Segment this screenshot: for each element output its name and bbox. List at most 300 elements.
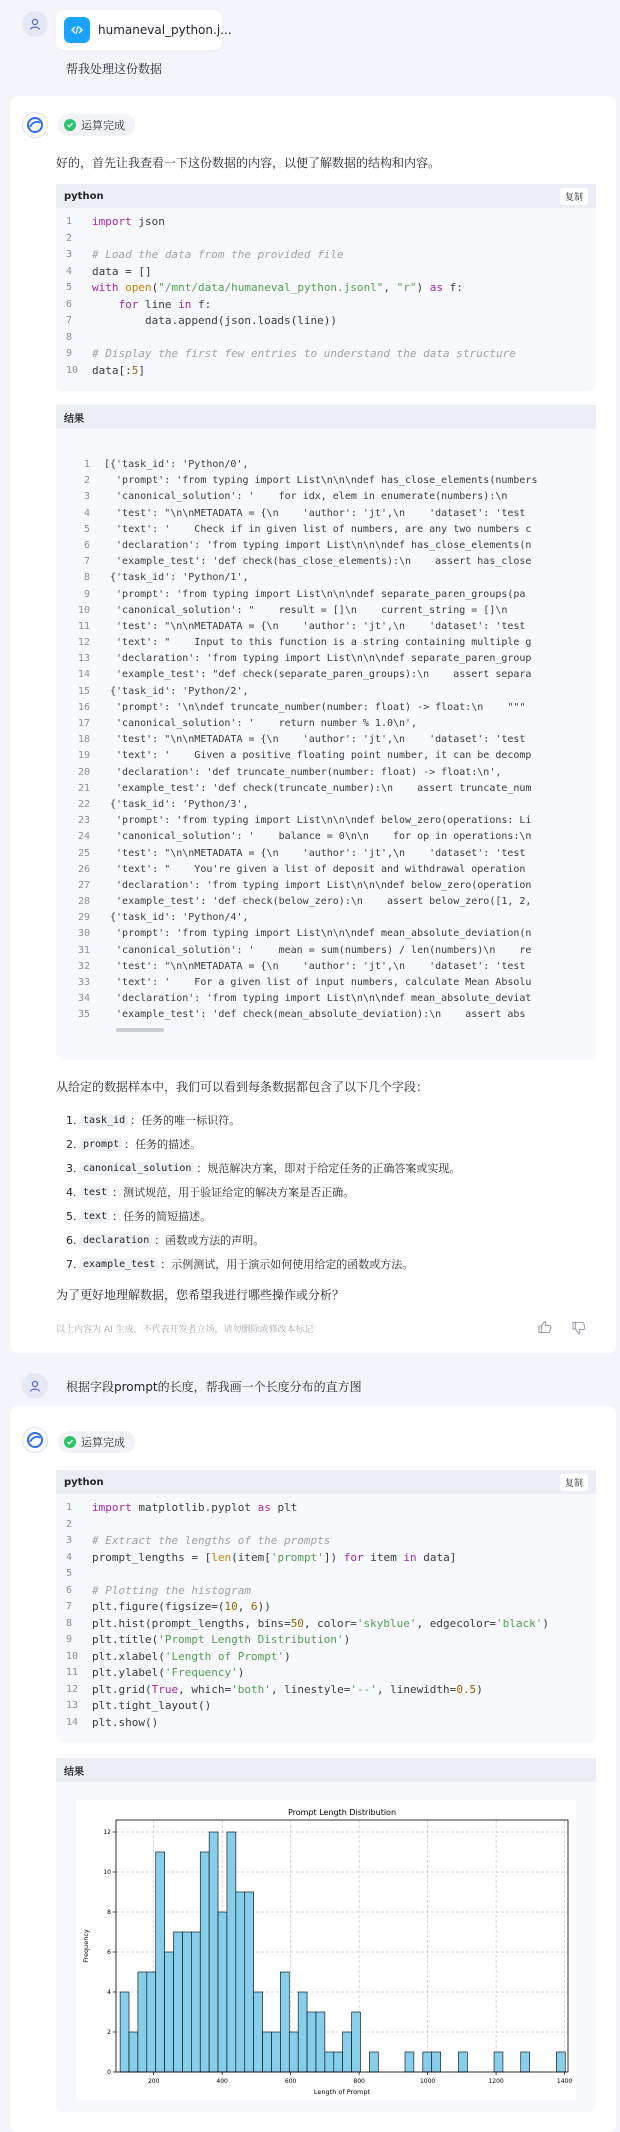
code-token: (item[ [231, 1550, 271, 1564]
line-number: 28 [77, 896, 90, 908]
x-axis-label: Length of Prompt [313, 2088, 371, 2096]
output-text: {'task_id': 'Python/2', [104, 685, 249, 697]
y-tick-label: 2 [107, 2029, 111, 2036]
histogram-bar [334, 2052, 343, 2072]
histogram-bar [156, 1852, 165, 2072]
code-line [56, 1665, 596, 1682]
output-text: 'declaration': 'def truncate_number(number: float) -> float:\n', [104, 766, 502, 778]
code-token: 'prompt' [270, 1550, 324, 1564]
code-token: in [403, 1550, 417, 1564]
list-number: 3. [66, 1161, 77, 1175]
horizontal-scrollbar[interactable] [116, 1028, 164, 1032]
code-line [56, 1599, 596, 1616]
line-number: 10 [77, 604, 90, 616]
result-header: 结果 [56, 405, 596, 429]
user-avatar [22, 11, 48, 37]
output-text: 'text': ' Check if in given list of numbers, are any two numbers c [104, 523, 532, 535]
output-text: 'declaration': 'from typing import List\n\n\ndef has_close_elements(n [104, 539, 532, 551]
code-token: open [125, 281, 152, 294]
y-tick-label: 8 [107, 1909, 111, 1916]
code-token: import [92, 1501, 132, 1514]
line-number: 7 [66, 1601, 73, 1612]
code-token: ]) [323, 1550, 344, 1564]
output-line [56, 1007, 596, 1023]
output-text: {'task_id': 'Python/4', [104, 912, 249, 924]
y-axis-label: Frequency [82, 1929, 90, 1963]
code-token: as [257, 1501, 271, 1514]
code-block [56, 1470, 596, 1742]
histogram-bar [200, 1852, 209, 2072]
code-token: 'Prompt Length Distribution' [158, 1633, 344, 1646]
output-text: 'declaration': 'from typing import List\n\n\ndef below_zero(operation [104, 879, 532, 891]
y-tick-label: 6 [107, 1949, 111, 1956]
code-token: prompt_lengths = [ [92, 1550, 212, 1564]
histogram-bar [227, 1832, 236, 2072]
line-number: 21 [77, 782, 90, 794]
line-number: 14 [77, 669, 90, 681]
output-line [56, 651, 596, 667]
output-text: [{'task_id': 'Python/0', [104, 459, 249, 470]
code-token: data = [] [92, 264, 152, 278]
field-description: ：规范解决方案，即对于给定任务的正确答案或实现。 [196, 1162, 461, 1175]
output-text: 'example_test': "def check(separate_paren_groups):\n assert separa [104, 669, 532, 681]
code-block [56, 184, 596, 391]
code-line [56, 1500, 596, 1517]
output-line [56, 894, 596, 910]
line-number: 10 [66, 1650, 79, 1662]
code-token: 'skyblue' [356, 1616, 417, 1630]
line-number: 4 [83, 507, 90, 519]
code-token: , color= [303, 1616, 357, 1630]
line-number: 6 [66, 1584, 73, 1596]
output-text: 'prompt': 'from typing import List\n\n\ndef mean_absolute_deviation(n [104, 928, 532, 940]
ai-disclaimer: 以上内容为 AI 生成，不代表开发者立场，请勿删除或修改本标记 [56, 1325, 314, 1335]
line-number: 12 [66, 1683, 79, 1695]
histogram-bar [556, 2052, 565, 2072]
output-text: 'text': " Input to this function is a string containing multiple g [104, 637, 532, 649]
output-text: 'text': " You're given a list of deposit and withdrawal operation [104, 863, 526, 875]
line-number: 9 [66, 1634, 73, 1645]
line-number: 14 [66, 1716, 79, 1728]
output-text: 'prompt': 'from typing import List\n\n\ndef separate_paren_groups(pa [104, 588, 526, 600]
histogram-bar [432, 2052, 441, 2072]
line-number: 34 [77, 993, 90, 1005]
histogram-bar [271, 2032, 280, 2072]
line-number: 1 [83, 459, 90, 470]
check-icon [64, 1436, 76, 1448]
code-token: for [118, 297, 139, 311]
output-text: 'declaration': 'from typing import List\n\n\ndef mean_absolute_deviat [104, 993, 532, 1005]
list-item [66, 1180, 460, 1204]
line-number: 1 [66, 1502, 73, 1513]
histogram-bar [316, 2012, 325, 2072]
line-number: 25 [77, 847, 90, 859]
field-tag: declaration [80, 1234, 152, 1247]
line-number: 13 [66, 1700, 79, 1711]
code-token: f: [443, 281, 463, 294]
histogram-bar [218, 1912, 227, 2072]
code-line [56, 1715, 596, 1732]
histogram-bar [236, 1892, 245, 2072]
output-text: 'test': "\n\nMETADATA = {\n 'author': 'jt',\n 'dataset': 'test [104, 734, 526, 746]
output-line [56, 765, 596, 781]
code-token: )) [257, 1600, 271, 1613]
line-number: 35 [77, 1009, 90, 1021]
code-token: plt.show() [92, 1715, 159, 1729]
output-line [56, 975, 596, 991]
line-number: 8 [66, 1617, 73, 1629]
code-token: for [343, 1550, 364, 1564]
line-number: 11 [66, 1667, 79, 1678]
status-badge [58, 114, 135, 136]
output-text: 'text': ' Given a positive floating point number, it can be decomp [104, 750, 532, 762]
histogram-bar [307, 2012, 316, 2072]
output-text: 'test': "\n\nMETADATA = {\n 'author': 'jt',\n 'dataset': 'test [104, 620, 526, 632]
line-number: 2 [66, 1518, 73, 1530]
code-token [92, 297, 119, 314]
output-line [56, 926, 596, 942]
code-token: data[: [92, 363, 132, 377]
list-number: 7. [66, 1257, 77, 1271]
code-token: , edgecolor= [416, 1616, 497, 1630]
code-line [56, 1616, 596, 1633]
line-number: 2 [66, 232, 73, 244]
line-number: 9 [66, 348, 73, 359]
code-token: item [363, 1550, 404, 1564]
line-number: 2 [83, 475, 90, 487]
histogram-bar [254, 1992, 263, 2072]
output-line [56, 991, 596, 1007]
code-body [56, 1494, 596, 1731]
output-line [56, 457, 596, 473]
output-text: 'canonical_solution': ' return number % 1.0\n', [104, 718, 418, 729]
code-token: ( [151, 281, 159, 294]
code-token: plt.figure(figsize=( [92, 1600, 225, 1613]
output-text: 'canonical_solution': ' mean = sum(numbers) / len(numbers)\n re [104, 944, 532, 956]
code-line [56, 1698, 596, 1715]
output-line [56, 538, 596, 554]
histogram-bar [325, 2052, 334, 2072]
y-tick-label: 0 [107, 2069, 111, 2076]
output-line [56, 846, 596, 862]
code-token: , linewidth= [376, 1682, 457, 1696]
code-token: 'both' [231, 1682, 271, 1696]
result-block [56, 405, 596, 1060]
code-token: ) [343, 1633, 351, 1646]
line-number: 6 [66, 298, 73, 310]
x-tick-label: 400 [216, 2078, 228, 2085]
code-line [56, 297, 596, 314]
code-token: json [131, 215, 165, 228]
code-token: # Display the first few entries to understand the data structure [92, 347, 516, 360]
code-token [119, 280, 126, 297]
field-description: ：示例测试，用于演示如何使用给定的函数或方法。 [160, 1258, 414, 1271]
histogram-bar [280, 1972, 289, 2072]
code-line [56, 1550, 596, 1567]
code-header [56, 184, 596, 208]
line-number: 3 [83, 491, 90, 503]
field-description: ：任务的唯一标识符。 [130, 1114, 241, 1127]
code-token: plt.hist(prompt_lengths, bins= [92, 1616, 291, 1630]
x-tick-label: 600 [284, 2078, 297, 2085]
assistant-avatar [22, 112, 48, 138]
histogram-bar [369, 2052, 378, 2072]
field-description: ：函数或方法的声明。 [154, 1234, 265, 1247]
code-token: f: [191, 297, 212, 311]
histogram-bar [191, 1932, 200, 2072]
line-number: 23 [77, 815, 90, 827]
code-line [56, 264, 596, 281]
line-number: 3 [66, 1535, 73, 1546]
output-text: 'test': "\n\nMETADATA = {\n 'author': 'jt',\n 'dataset': 'test [104, 960, 526, 972]
output-line [56, 910, 596, 926]
line-number: 30 [77, 928, 90, 940]
summary-text: 从给定的数据样本中，我们可以看到每条数据都包含了以下几个字段： [56, 1080, 429, 1094]
code-line [56, 1583, 596, 1600]
code-token: "/mnt/data/humaneval_python.jsonl" [158, 281, 384, 294]
attached-file-card[interactable] [56, 10, 232, 50]
line-number: 16 [77, 701, 90, 713]
list-number: 2. [66, 1137, 77, 1151]
line-number: 19 [77, 750, 90, 762]
code-token: plt.title( [92, 1633, 159, 1646]
code-token: plt.xlabel( [92, 1649, 165, 1663]
output-text: 'test': "\n\nMETADATA = {\n 'author': 'jt',\n 'dataset': 'test [104, 847, 526, 859]
x-tick-label: 200 [147, 2078, 160, 2085]
code-token: # Load the data from the provided file [92, 248, 344, 261]
line-number: 3 [66, 249, 73, 260]
code-line [56, 1632, 596, 1649]
output-line [56, 943, 596, 959]
code-token: ) [476, 1682, 483, 1696]
list-number: 1. [66, 1113, 77, 1127]
field-tag: text [80, 1210, 110, 1223]
x-tick-label: 800 [353, 2078, 365, 2085]
line-number: 17 [77, 718, 90, 729]
user-icon [28, 17, 42, 31]
output-line [56, 959, 596, 975]
histogram-bar [494, 2052, 503, 2072]
output-line [56, 473, 596, 489]
status-text: 运算完成 [81, 1436, 125, 1449]
output-text: 'prompt': 'from typing import List\n\n\ndef below_zero(operations: Li [104, 815, 532, 827]
code-token: plt.grid( [92, 1682, 152, 1696]
code-line [56, 313, 596, 330]
line-number: 29 [77, 912, 90, 924]
code-token: "r" [396, 281, 417, 294]
output-text: 'example_test': 'def check(truncate_number):\n assert truncate_num [104, 782, 532, 794]
histogram-bar [245, 1892, 254, 2072]
check-icon [64, 119, 76, 131]
copy-button[interactable]: 复制 [560, 1474, 588, 1491]
result-output [56, 429, 596, 1024]
line-number: 4 [66, 265, 73, 277]
user-message-text: 根据字段prompt的长度，帮我画一个长度分布的直方图 [66, 1380, 362, 1394]
field-tag: canonical_solution [80, 1162, 194, 1175]
code-token: ) [416, 281, 430, 294]
code-token: in [178, 297, 192, 311]
code-token: '--' [350, 1682, 377, 1696]
code-token: data.append(json.loads(line)) [92, 314, 338, 327]
histogram-chart [76, 1800, 576, 2100]
file-name: humaneval_python.j... [98, 23, 232, 37]
code-line [56, 1649, 596, 1666]
output-line [56, 748, 596, 764]
histogram-bar [405, 2052, 414, 2072]
output-text: 'example_test': 'def check(mean_absolute_deviation):\n assert abs [104, 1009, 526, 1021]
list-number: 4. [66, 1185, 77, 1199]
assistant-avatar [22, 1427, 48, 1453]
output-text: 'example_test': 'def check(below_zero):\n assert below_zero([1, 2, [104, 896, 532, 908]
line-number: 11 [77, 620, 90, 632]
output-text: 'test': "\n\nMETADATA = {\n 'author': 'jt',\n 'dataset': 'test [104, 507, 526, 519]
code-token: , [383, 281, 397, 294]
code-line [56, 1682, 596, 1699]
line-number: 26 [77, 863, 90, 875]
user-message-text: 帮我处理这份数据 [66, 62, 163, 76]
list-item [66, 1108, 460, 1132]
field-tag: task_id [80, 1114, 128, 1127]
code-header [56, 1470, 596, 1494]
line-number: 27 [77, 879, 90, 891]
output-text: 'text': ' For a given list of input numbers, calculate Mean Absolu [104, 977, 532, 988]
chart-title: Prompt Length Distribution [287, 1808, 397, 1817]
histogram-bar [182, 1932, 191, 2072]
line-number: 7 [66, 315, 73, 326]
code-language: python [64, 190, 104, 202]
output-text: 'canonical_solution': ' for idx, elem in enumerate(numbers):\n [104, 491, 508, 503]
code-token: len [211, 1550, 232, 1564]
histogram-bar [343, 2032, 352, 2072]
field-description: ：任务的简短描述。 [112, 1210, 212, 1223]
code-token: plt.tight_layout() [92, 1699, 212, 1712]
code-token: ) [542, 1616, 549, 1630]
field-description: ：任务的描述。 [124, 1138, 202, 1151]
code-line [56, 247, 596, 264]
code-token: , which= [178, 1682, 232, 1696]
line-number: 8 [83, 572, 90, 584]
line-number: 5 [66, 1568, 73, 1579]
thumbs-down-icon[interactable] [571, 1320, 587, 1336]
output-line [56, 878, 596, 894]
status-text: 运算完成 [81, 119, 125, 132]
output-line [56, 619, 596, 635]
code-line [56, 1533, 596, 1550]
code-token: ) [284, 1649, 291, 1663]
code-token: ] [138, 363, 145, 377]
output-line [56, 797, 596, 813]
follow-up-question: 为了更好地理解数据，您希望我进行哪些操作或分析？ [56, 1288, 345, 1302]
output-text: 'canonical_solution': ' balance = 0\n\n for op in operations:\n [104, 831, 532, 843]
output-text: 'canonical_solution': " result = []\n current_string = []\n [104, 604, 508, 616]
x-tick-label: 1000 [419, 2078, 436, 2085]
list-number: 6. [66, 1233, 77, 1247]
line-number: 24 [77, 831, 90, 843]
code-token: with [92, 281, 119, 294]
thumbs-up-icon[interactable] [537, 1319, 553, 1335]
answer-intro: 好的，首先让我查看一下这份数据的内容，以便了解数据的结构和内容。 [56, 156, 441, 170]
output-line [56, 667, 596, 683]
code-line [56, 214, 596, 231]
line-number: 22 [77, 798, 90, 810]
output-line [56, 522, 596, 538]
list-item [66, 1156, 460, 1180]
output-line [56, 862, 596, 878]
line-number: 4 [66, 1551, 73, 1563]
code-token: as [429, 281, 444, 294]
code-line [56, 280, 596, 297]
code-token: # Plotting the histogram [92, 1583, 251, 1597]
line-number: 7 [83, 556, 90, 568]
output-line [56, 489, 596, 505]
output-text: 'prompt': '\n\ndef truncate_number(number: float) -> float:\n """ [104, 701, 526, 713]
output-text: {'task_id': 'Python/1', [104, 572, 249, 584]
code-line [56, 346, 596, 363]
code-token: , [237, 1600, 251, 1613]
histogram-bar [147, 1972, 156, 2072]
code-token: ) [237, 1666, 245, 1679]
result-header: 结果 [56, 1758, 596, 1782]
code-token: 50 [290, 1616, 304, 1630]
code-line [56, 1566, 596, 1583]
code-token: 5 [131, 363, 139, 377]
user-icon [28, 1379, 42, 1393]
code-token: import [92, 215, 132, 228]
line-number: 20 [77, 766, 90, 778]
list-item [66, 1204, 460, 1228]
histogram-bar [298, 1992, 307, 2072]
x-tick-label: 1200 [488, 2078, 504, 2085]
histogram-bar [174, 1932, 183, 2072]
line-number: 31 [77, 944, 90, 956]
output-text: {'task_id': 'Python/3', [104, 798, 249, 810]
field-tag: prompt [80, 1138, 122, 1151]
user-avatar [22, 1373, 48, 1399]
histogram-bar [263, 2032, 272, 2072]
output-line [56, 603, 596, 619]
code-token: True [151, 1682, 179, 1696]
histogram-bar [423, 2052, 432, 2072]
output-text: 'example_test': 'def check(has_close_elements):\n assert has_close [104, 556, 532, 568]
field-tag: test [80, 1186, 110, 1199]
code-token: , linestyle= [270, 1682, 351, 1696]
code-token: 'Length of Prompt' [164, 1649, 285, 1663]
output-line [56, 829, 596, 845]
code-token: 10 [224, 1600, 238, 1613]
histogram-bar [458, 2052, 467, 2072]
status-badge [58, 1431, 135, 1453]
histogram-bar [165, 1952, 174, 2072]
output-line [56, 506, 596, 522]
output-line [56, 554, 596, 570]
histogram-bar [120, 1992, 129, 2072]
y-tick-label: 10 [103, 1869, 111, 1876]
histogram-bar [289, 2032, 298, 2072]
code-token: plt.ylabel( [92, 1666, 165, 1679]
code-token: 'Frequency' [164, 1666, 238, 1679]
x-tick-label: 1400 [556, 2078, 573, 2085]
code-file-icon [64, 17, 90, 43]
list-item [66, 1228, 460, 1252]
histogram-bar [129, 2032, 138, 2072]
list-number: 5. [66, 1209, 77, 1223]
output-line [56, 700, 596, 716]
copy-button[interactable]: 复制 [560, 188, 588, 205]
code-token: plt [270, 1501, 298, 1514]
line-number: 32 [77, 960, 90, 972]
line-number: 10 [66, 364, 79, 376]
output-line [56, 716, 596, 732]
